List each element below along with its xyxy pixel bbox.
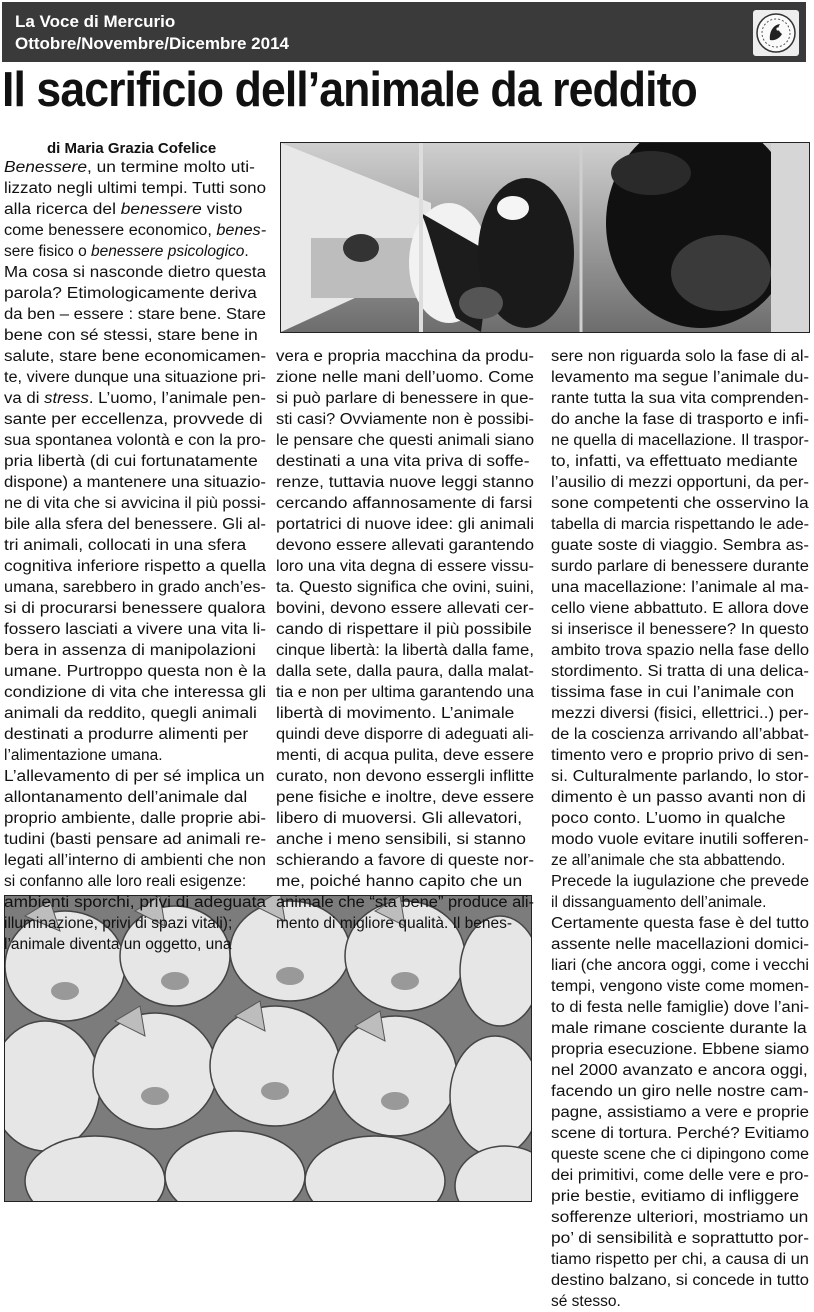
text-line-content: modo vuole evitare inutili sofferen- (551, 831, 809, 848)
text-line-content: tudini (basti pensare ad animali re- (4, 831, 267, 848)
text-line-content: tabella di marcia rispettando le ade- (551, 516, 810, 533)
text-line-content: sé stesso. (551, 1293, 621, 1310)
text-line-content: pria libertà (di cui fortunatamente (4, 453, 258, 470)
text-line-content: sofferenze ulteriori, mostriamo un (551, 1209, 809, 1226)
text-line (276, 514, 534, 535)
text-line (4, 283, 266, 304)
text-line (4, 682, 266, 703)
text-line-content: guate soste di viaggio. Sembra as- (551, 537, 810, 554)
text-line-content: mento di migliore qualità. Il benes- (276, 915, 513, 932)
text-line-content: facendo un giro nelle nostre cam- (551, 1083, 809, 1100)
text-line-content: to, infatti, va effettuato mediante (551, 453, 798, 470)
text-line-content: bera in assenza di manipolazioni (4, 642, 256, 659)
text-line (4, 493, 266, 514)
text-line (551, 850, 809, 871)
text-line-content: l’ausilio di mezzi opportuni, da per- (551, 474, 809, 491)
text-line (551, 640, 809, 661)
text-line-content: legati all’interno di ambienti che non (4, 852, 266, 869)
text-line (4, 325, 266, 346)
text-line (551, 682, 809, 703)
text-line (4, 262, 266, 283)
text-line (4, 934, 266, 955)
emphasis: stress (44, 390, 89, 407)
text-line (4, 577, 266, 598)
emphasis: benessere psicologico (91, 243, 245, 260)
text-line (4, 178, 266, 199)
text-line (551, 1123, 809, 1144)
text-line (4, 430, 266, 451)
text-line-content: si inserisce il benessere? In questo (551, 621, 809, 638)
text-line (276, 451, 534, 472)
text-line (4, 871, 266, 892)
text-line-content: animali da reddito, quegli animali (4, 705, 257, 722)
text-line-content: si di procurarsi benessere qualora (4, 600, 266, 617)
text-line (4, 829, 266, 850)
text-line-content: allontanamento dell’animale dal (4, 789, 248, 806)
text-line (551, 409, 809, 430)
text-line (551, 1249, 809, 1270)
text-line-content: sone competenti che osservino la (551, 495, 809, 512)
text-line (551, 661, 809, 682)
text-line (4, 640, 266, 661)
text-line-content: pagne, assistiamo a vere e proprie (551, 1104, 810, 1121)
text-line-content: Ma cosa si nasconde dietro questa (4, 264, 267, 281)
article-column-3 (551, 346, 809, 1312)
text-line (276, 871, 534, 892)
text-line-content: ne di vita che si avvicina il più possi- (4, 495, 266, 512)
text-line-content: devono essere allevati garantendo (276, 537, 535, 554)
text-line (551, 955, 809, 976)
text-line (276, 556, 534, 577)
text-line (4, 451, 266, 472)
text-line-content: dei primitivi, come delle vere e pro- (551, 1167, 809, 1184)
text-line (276, 619, 534, 640)
text-line-content: dispone) a mantenere una situazio- (4, 474, 266, 491)
text-line (4, 304, 266, 325)
article-title: Il sacrificio dell’animale da reddito (2, 63, 697, 117)
text-line-content: cello viene abbattuto. E allora dove (551, 600, 809, 617)
text-line-content: tempi, vengono viste come momen- (551, 978, 810, 995)
article-byline: di Maria Grazia Cofelice (47, 140, 217, 157)
text-line (4, 619, 266, 640)
text-line-content: propria esecuzione. Ebbene siamo (551, 1041, 810, 1058)
text-line-content: libertà di movimento. L’animale (276, 705, 515, 722)
text-line (4, 808, 266, 829)
text-line (551, 388, 809, 409)
text-line (551, 1207, 809, 1228)
text-line (4, 241, 266, 262)
text-line-content: cinque libertà: la libertà dalla fame, (276, 642, 534, 659)
text-line (4, 787, 266, 808)
text-line-content: pene fisiche e inoltre, deve essere (276, 789, 535, 806)
text-line (551, 1102, 809, 1123)
text-line (551, 892, 809, 913)
text-line (551, 766, 809, 787)
text-line-content: sere non riguarda solo la fase di al- (551, 348, 810, 365)
text-line (551, 1270, 809, 1291)
text-line (551, 871, 809, 892)
issue-date: Ottobre/Novembre/Dicembre 2014 (15, 34, 289, 53)
text-line (4, 472, 266, 493)
text-line (4, 514, 266, 535)
text-line-content: da ben – essere : stare bene. Stare (4, 306, 266, 323)
text-line-content: anche i meno sensibili, si stanno (276, 831, 526, 848)
text-line (4, 850, 266, 871)
text-line-content: quindi deve disporre di adeguati ali- (276, 726, 534, 743)
text-line (4, 199, 266, 220)
cows-photo (280, 142, 810, 333)
text-line-content: si. Culturalmente parlando, lo stor- (551, 768, 810, 785)
text-line (4, 535, 266, 556)
text-line-content: dimento è un passo avanti non di (551, 789, 806, 806)
text-line-content: tissima fase in cui l’animale con (551, 684, 795, 701)
text-line-content: Benessere, un termine molto uti- (4, 159, 255, 176)
text-line-content: curato, non devono essergli inflitte (276, 768, 535, 785)
text-line-content: assente nelle macellazioni domici- (551, 936, 810, 953)
text-line (276, 661, 534, 682)
text-line-content: do anche la fase di trasporto e infi- (551, 411, 810, 428)
text-line-content: sua spontanea volontà e con la pro- (4, 432, 266, 449)
text-line (4, 913, 266, 934)
text-line (276, 388, 534, 409)
text-line (276, 913, 534, 934)
text-line-content: schierando a favore di queste nor- (276, 852, 535, 869)
text-line-content: de la coscienza arrivando all’abbat- (551, 726, 810, 743)
text-line (551, 346, 809, 367)
text-line (4, 220, 266, 241)
text-line (276, 850, 534, 871)
text-line-content: me, poiché hanno capito che un (276, 873, 523, 890)
text-line (551, 703, 809, 724)
text-line-content: cognitiva inferiore rispetto a quella (4, 558, 267, 575)
text-line (276, 892, 534, 913)
text-line (276, 493, 534, 514)
text-line-content: tiamo rispetto per chi, a causa di un (551, 1251, 809, 1268)
text-line (4, 346, 266, 367)
text-line (551, 913, 809, 934)
text-line-content: condizione di vita che interessa gli (4, 684, 267, 701)
text-line-content: animale che “sta bene” produce ali- (276, 894, 535, 911)
text-line (551, 997, 809, 1018)
text-line (276, 703, 534, 724)
text-line (551, 556, 809, 577)
text-line (551, 1228, 809, 1249)
text-line-content: rante tutta la sua vita comprenden- (551, 390, 809, 407)
text-line-content: liari (che ancora oggi, come i vecchi (551, 957, 809, 974)
text-line-content: umana, sarebbero in grado anch’es- (4, 579, 266, 596)
text-line-content: cercando affannosamente di farsi (276, 495, 533, 512)
text-line (4, 703, 266, 724)
text-line-content: si può parlare di benessere in que- (276, 390, 535, 407)
text-line-content: le pensare che questi animali siano (276, 432, 535, 449)
text-line (551, 451, 809, 472)
text-line-content: destinati a produrre alimenti per (4, 726, 249, 743)
text-line (551, 472, 809, 493)
text-line-content: fossero lasciati a vivere una vita li- (4, 621, 267, 638)
text-line (4, 745, 266, 766)
text-line-content: surdo parlare di benessere durante (551, 558, 809, 575)
text-line (276, 640, 534, 661)
text-line (4, 724, 266, 745)
text-line (276, 766, 534, 787)
text-line-content: cando di rispettare il più possibile (276, 621, 532, 638)
text-line-content: va di stress. L’uomo, l’animale pen- (4, 390, 266, 407)
text-line (4, 556, 266, 577)
text-line (551, 598, 809, 619)
text-line (551, 808, 809, 829)
text-line (4, 367, 266, 388)
text-line-content: alla ricerca del benessere visto (4, 201, 243, 218)
text-line-content: vera e propria macchina da produ- (276, 348, 535, 365)
text-line-content: umane. Purtroppo questa non è la (4, 663, 267, 680)
text-line (551, 1291, 809, 1312)
text-line-content: come benessere economico, benes- (4, 222, 267, 239)
text-line-content: queste scene che ci dipingono come (551, 1146, 810, 1163)
text-line-content: sti casi? Ovviamente non è possibi- (276, 411, 534, 428)
text-line (551, 829, 809, 850)
text-line (276, 598, 534, 619)
text-line-content: bile alla sfera del benessere. Gli al- (4, 516, 266, 533)
text-line-content: il dissanguamento dell’animale. (551, 894, 767, 911)
text-line (4, 157, 266, 178)
association-seal-logo (753, 10, 799, 56)
text-line-content: ambienti sporchi, privi di adeguata (4, 894, 267, 911)
text-line-content: bene con sé stessi, stare bene in (4, 327, 258, 344)
text-line (276, 787, 534, 808)
text-line-content: una macellazione: l’animale al ma- (551, 579, 810, 596)
text-line (551, 367, 809, 388)
text-line (551, 1165, 809, 1186)
text-line-content: poco conto. L’uomo in qualche (551, 810, 786, 827)
text-line (276, 346, 534, 367)
text-line-content: portatrici di nuove idee: gli animali (276, 516, 535, 533)
text-line-content: destinati a una vita priva di soffe- (276, 453, 530, 470)
article-column-1 (4, 157, 266, 955)
text-line (551, 430, 809, 451)
text-line (4, 388, 266, 409)
text-line (276, 745, 534, 766)
text-line (551, 745, 809, 766)
text-line-content: lizzato negli ultimi tempi. Tutti sono (4, 180, 267, 197)
text-line (551, 787, 809, 808)
text-line (551, 1039, 809, 1060)
text-line (4, 409, 266, 430)
text-line (551, 493, 809, 514)
text-line (551, 1186, 809, 1207)
text-line (4, 598, 266, 619)
text-line-content: bovini, devono essere allevati cer- (276, 600, 535, 617)
text-line-content: to di festa nelle famiglie) dove l’ani- (551, 999, 810, 1016)
text-line (276, 535, 534, 556)
text-line-content: tri animali, collocati in una sfera (4, 537, 247, 554)
text-line-content: loro una vita degna di essere vissu- (276, 558, 534, 575)
text-line-content: parola? Etimologicamente deriva (4, 285, 257, 302)
text-line-content: levamento ma segue l’animale du- (551, 369, 810, 386)
text-line-content: nel 2000 avanzato e ancora oggi, (551, 1062, 808, 1079)
text-line (4, 661, 266, 682)
text-line (4, 766, 266, 787)
publication-name: La Voce di Mercurio (15, 12, 176, 31)
text-line-content: renze, tuttavia nuove leggi stanno (276, 474, 534, 491)
text-line (551, 1081, 809, 1102)
text-line (4, 892, 266, 913)
text-line (551, 934, 809, 955)
text-line-content: prie bestie, evitiamo di infliggere (551, 1188, 799, 1205)
emphasis: benessere (120, 201, 202, 218)
text-line-content: mezzi diversi (fisici, ellettrici..) per- (551, 705, 809, 722)
text-line-content: scene di tortura. Perché? Evitiamo (551, 1125, 810, 1142)
text-line-content: sante per eccellenza, provvede di (4, 411, 263, 428)
emphasis: Benessere (4, 159, 88, 176)
text-line (276, 829, 534, 850)
text-line (551, 577, 809, 598)
text-line (551, 724, 809, 745)
text-line-content: zione nelle mani dell’uomo. Come (276, 369, 534, 386)
text-line-content: menti, di acqua pulita, deve essere (276, 747, 534, 764)
text-line-content: ta. Questo significa che ovini, suini, (276, 579, 535, 596)
text-line (276, 808, 534, 829)
text-line-content: libero di muoversi. Gli allevatori, (276, 810, 523, 827)
text-line (276, 682, 534, 703)
text-line-content: te, vivere dunque una situazione pri- (4, 369, 266, 386)
text-line (551, 1144, 809, 1165)
text-line-content: ne quella di macellazione. Il traspor- (551, 432, 810, 449)
text-line (551, 514, 809, 535)
text-line (276, 472, 534, 493)
article-column-2 (276, 346, 534, 934)
text-line-content: tia e non per ultima garantendo una (276, 684, 534, 701)
text-line-content: l’alimentazione umana. (4, 747, 163, 764)
text-line-content: proprio ambiente, dalle proprie abi- (4, 810, 267, 827)
text-line (551, 535, 809, 556)
text-line (276, 577, 534, 598)
text-line-content: destino balzano, si concede in tutto (551, 1272, 809, 1289)
text-line-content: ze all’animale che sta abbattendo. (551, 852, 786, 869)
text-line-content: illuminazione, privi di spazi vitali); (4, 915, 233, 932)
text-line-content: Certamente questa fase è del tutto (551, 915, 810, 932)
text-line-content: salute, stare bene economicamen- (4, 348, 267, 365)
text-line-content: l’animale diventa un oggetto, una (4, 936, 232, 953)
text-line (276, 367, 534, 388)
masthead-bar (2, 2, 806, 62)
text-line-content: po’ di sensibilità e soprattutto por- (551, 1230, 810, 1247)
text-line-content: male rimane cosciente durante la (551, 1020, 807, 1037)
text-line-content: timento vero e proprio privo di sen- (551, 747, 809, 764)
text-line-content: Precede la iugulazione che prevede (551, 873, 810, 890)
text-line (276, 430, 534, 451)
emphasis: benes- (216, 222, 267, 239)
text-line-content: ambito trova spazio nella fase dello (551, 642, 810, 659)
text-line (551, 1060, 809, 1081)
text-line (551, 619, 809, 640)
text-line (551, 976, 809, 997)
text-line-content: dalla sete, dalla paura, dalla malat- (276, 663, 534, 680)
text-line-content: L’allevamento di per sé implica un (4, 768, 265, 785)
text-line-content: si confanno alle loro reali esigenze: (4, 873, 247, 890)
text-line-content: sere fisico o benessere psicologico. (4, 243, 249, 260)
text-line (551, 1018, 809, 1039)
text-line (276, 724, 534, 745)
text-line (276, 409, 534, 430)
text-line-content: stordimento. Si tratta di una delica- (551, 663, 809, 680)
